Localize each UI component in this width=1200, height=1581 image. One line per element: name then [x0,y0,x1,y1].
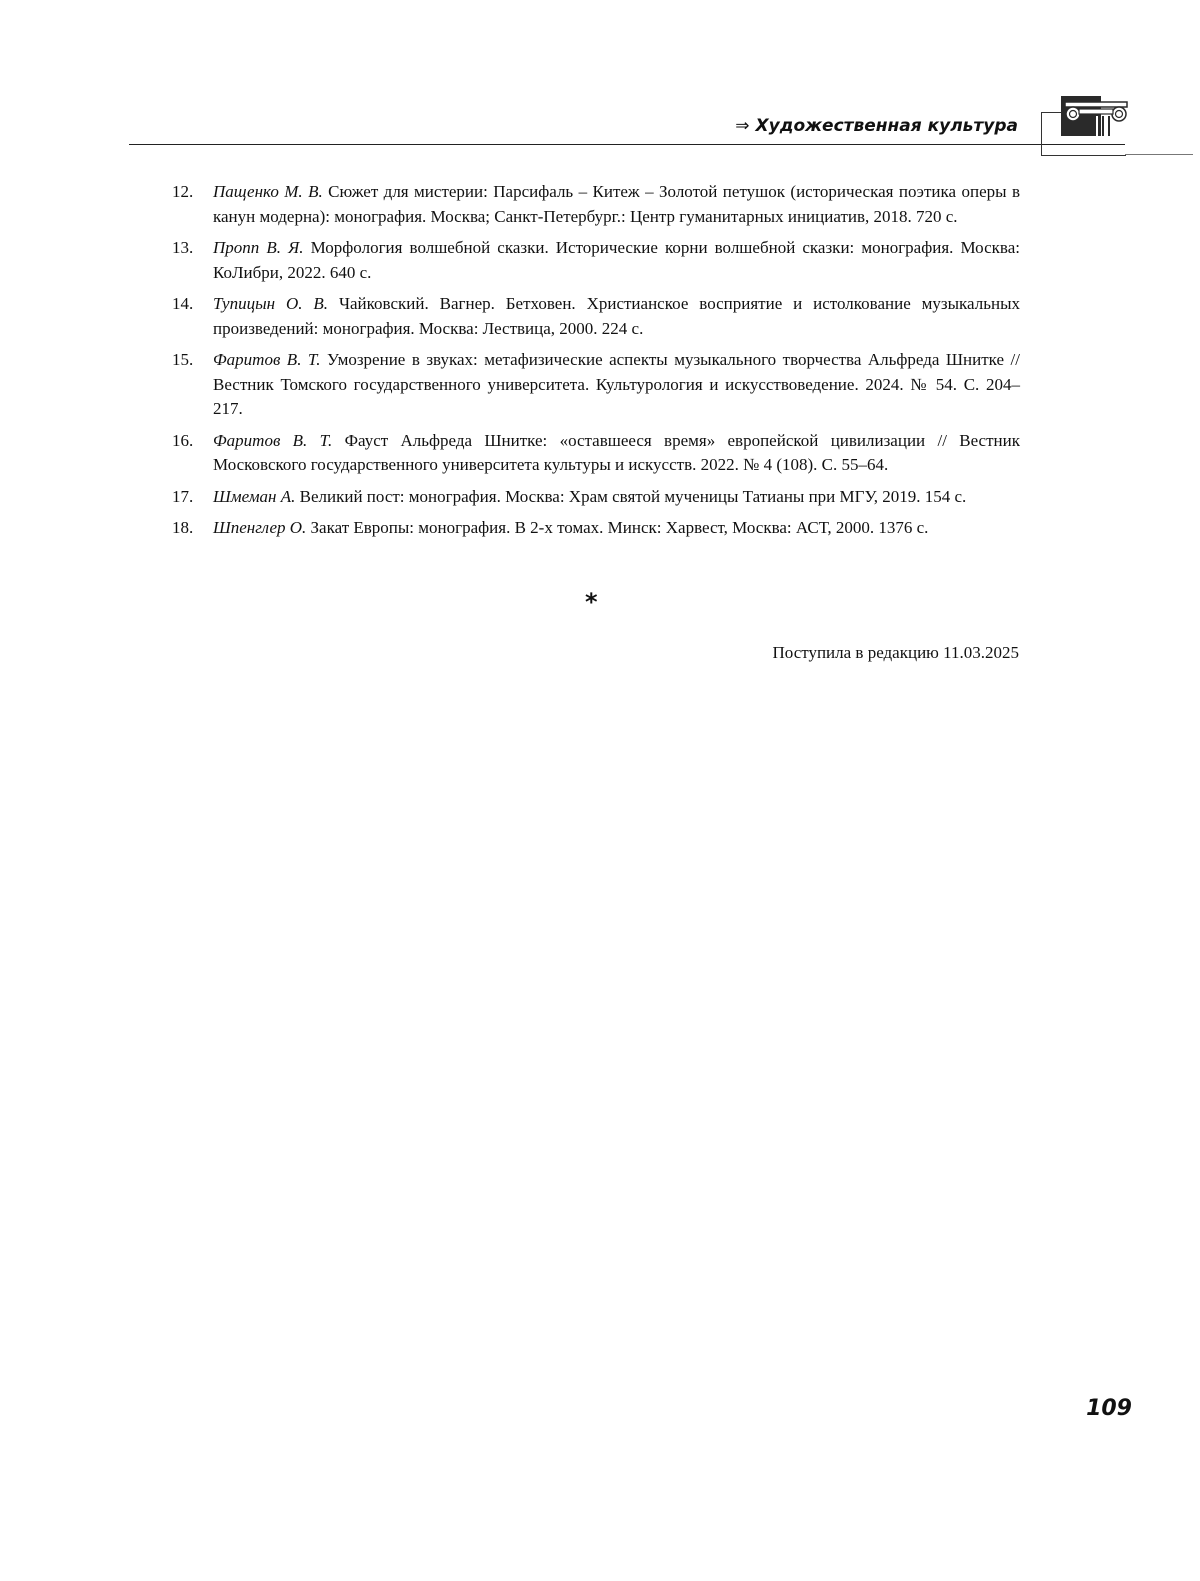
reference-details: Фауст Альфреда Шнитке: «оставшееся время» европейской цивилизации // Вестник Московского государственного университета культуры и искусств. 2022. № 4 (108). С. 55–64. [213,430,1020,474]
reference-item [172,516,1020,541]
reference-text [213,236,1020,285]
reference-text [213,348,1020,422]
reference-author: Пащенко М. В. [213,182,323,201]
reference-details: Великий пост: монография. Москва: Храм святой мученицы Татианы при МГУ, 2019. 154 с. [295,486,967,506]
reference-author: Шпенглер О. [213,518,307,537]
reference-details: Закат Европы: монография. В 2-х томах. Минск: Харвест, Москва: АСТ, 2000. 1376 с. [306,518,929,537]
reference-text [213,429,1020,478]
header-rule [129,144,1125,145]
reference-item [172,180,1020,229]
page-number: 109 [1086,1396,1132,1421]
reference-details: Чайковский. Вагнер. Бетховен. Христианское восприятие и истолкование музыкальных произведений: монография. Москва: Лествица, 2000. 224 с. [213,294,1021,338]
reference-item [172,485,1020,510]
reference-text [213,516,1020,541]
reference-number: 16. [172,430,194,450]
running-header-title: Художественная культура [755,116,1018,136]
reference-text [213,485,1020,510]
reference-number: 15. [172,350,194,369]
section-separator-asterisk: * [585,588,598,616]
reference-number: 14. [172,294,194,313]
reference-details: Сюжет для мистерии: Парсифаль – Китеж – Золотой петушок (историческая поэтика оперы в канун модерна): монография. Москва; Санкт-Петербург.: Центр гуманитарных инициатив, 2018. 720 с. [213,182,1020,226]
ionic-column-capital-icon [1061,92,1133,138]
reference-author: Фаритов В. Т. [213,430,333,450]
reference-number: 18. [172,518,194,537]
reference-number: 17. [172,486,194,506]
reference-item [172,236,1020,285]
reference-details: Умозрение в звуках: метафизические аспекты музыкального творчества Альфреда Шнитке // Вестник Томского государственного университета. Культурология и искусствоведение. 2024. № 54. С. 204–217. [213,350,1020,418]
reference-details: Морфология волшебной сказки. Исторические корни волшебной сказки: монография. Москва: КоЛибри, 2022. 640 с. [213,238,1020,282]
received-date-note: Поступила в редакцию 11.03.2025 [772,643,1019,662]
emblem-underline [1125,154,1193,155]
reference-item [172,292,1020,341]
running-header [735,116,1018,136]
reference-number: 12. [172,182,194,201]
reference-author: Шмеман А. [213,486,296,506]
reference-item [172,429,1020,478]
reference-author: Тупицын О. В. [213,294,329,313]
reference-text [213,180,1020,229]
reference-item [172,348,1020,422]
reference-text [213,292,1020,341]
reference-number: 13. [172,238,194,257]
reference-list [172,180,1020,548]
reference-author: Фаритов В. Т. [213,350,321,369]
arrow-icon: ⇒ [735,116,750,136]
reference-author: Пропп В. Я. [213,238,304,257]
